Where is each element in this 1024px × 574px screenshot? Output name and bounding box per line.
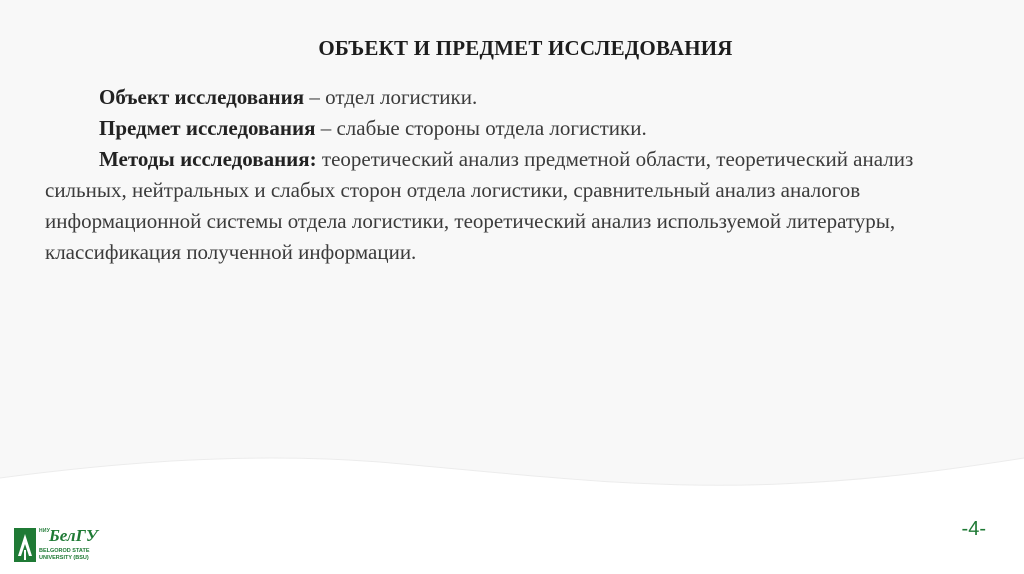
term-subject: Предмет исследования bbox=[99, 116, 316, 140]
logo-subtitle-line1: BELGOROD STATE bbox=[39, 548, 90, 554]
logo-subtitle-line2: UNIVERSITY (BSU) bbox=[39, 555, 89, 561]
term-object: Объект исследования bbox=[99, 85, 305, 109]
definition-methods: теоретический анализ предметной области, теоретический анализ сильных, нейтральных и слабых сторон отдела логистики, сравнительный анализ аналогов информационной системы отдела логистики, теоретический анализ используемой литературы, классификация полученной информации. bbox=[45, 147, 914, 264]
university-emblem-icon bbox=[14, 528, 36, 562]
logo-name: БелГУ bbox=[49, 526, 98, 545]
paragraph-object bbox=[45, 82, 995, 113]
university-logo bbox=[14, 526, 124, 566]
definition-object: – отдел логистики. bbox=[304, 85, 478, 109]
page-number: -4- bbox=[961, 518, 986, 540]
definition-subject: – слабые стороны отдела логистики. bbox=[315, 116, 647, 140]
slide-body bbox=[45, 82, 995, 268]
term-methods: Методы исследования: bbox=[99, 147, 317, 171]
slide-title: ОБЪЕКТ И ПРЕДМЕТ ИССЛЕДОВАНИЯ bbox=[318, 36, 733, 60]
paragraph-methods bbox=[45, 144, 995, 268]
paragraph-subject bbox=[45, 113, 995, 144]
logo-prefix: НИУ bbox=[39, 528, 51, 534]
